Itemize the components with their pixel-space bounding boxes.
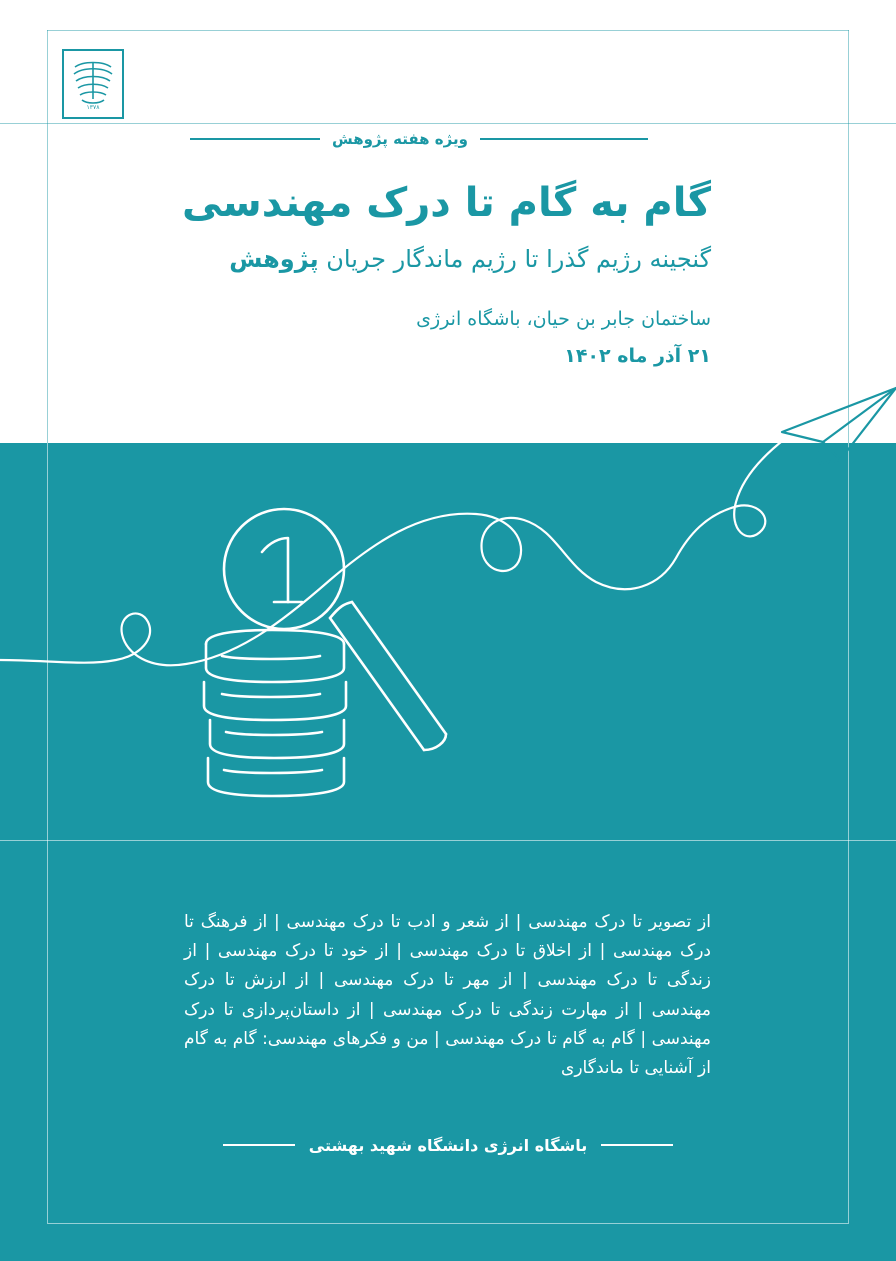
guide-line-lower xyxy=(0,840,896,841)
date-text: ۲۱ آذر ماه ۱۴۰۲ xyxy=(564,345,711,367)
venue-text: ساختمان جابر بن حیان، باشگاه انرژی xyxy=(416,308,711,330)
guide-line-right-bottom xyxy=(848,443,849,1223)
footer-rule-left xyxy=(223,1144,295,1146)
kicker-row xyxy=(190,126,706,152)
footer-row xyxy=(170,1133,726,1157)
kicker-rule-left xyxy=(190,138,320,140)
guide-line-left-top xyxy=(47,30,48,443)
kicker-rule-right xyxy=(480,138,648,140)
body-paragraph: از تصویر تا درک مهندسی | از شعر و ادب تا درک مهندسی | از فرهنگ تا درک مهندسی | از اخلاق تا درک مهندسی | از خود تا درک مهندسی | از زندگی تا درک مهندسی | از مهر تا درک مهندسی | از ارزش تا درک مهندسی | از مهارت زندگی تا درک مهندسی | از داستان‌پردازی تا درک مهندسی | گام به گام تا درک مهندسی | من و فکرهای مهندسی: گام به گام از آشنایی تا ماندگاری xyxy=(184,912,711,1079)
footer-rule-right xyxy=(601,1144,673,1146)
university-logo xyxy=(62,49,124,119)
svg-text:۱۳۷۸: ۱۳۷۸ xyxy=(86,104,100,111)
footer-label: باشگاه انرژی دانشگاه شهید بهشتی xyxy=(308,1135,588,1155)
subtitle-emphasis: پژوهش xyxy=(229,245,319,273)
page-title: گام به گام تا درک مهندسی xyxy=(181,180,711,226)
guide-line-middle xyxy=(0,123,896,124)
guide-line-left-bottom xyxy=(47,443,48,1223)
guide-line-top xyxy=(47,30,849,31)
guide-line-bottom-edge xyxy=(47,1223,849,1224)
subtitle-lead: گنجینه رژیم گذرا تا رژیم ماندگار جریان xyxy=(318,245,711,273)
kicker-label: ویژه هفته پژوهش xyxy=(332,130,468,148)
guide-line-right-top xyxy=(848,30,849,443)
page-subtitle xyxy=(181,243,711,277)
